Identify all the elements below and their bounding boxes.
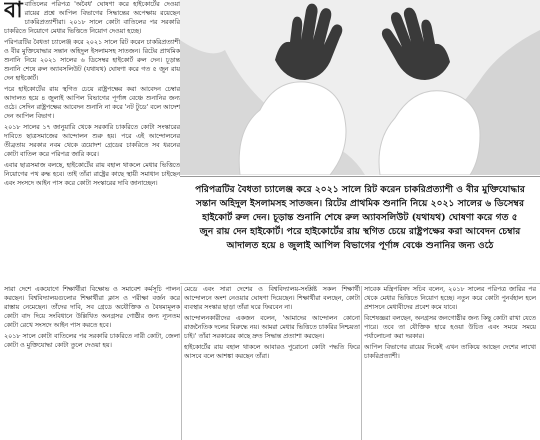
article-paragraph: ২০১৮ সালের ১৭ জানুয়ারি থেকে সরকারি চাকরিতে কোটা সংস্কারের দাবিতে ছাত্রসমাজের আন্দোলন শুরু হয়। পরে এই আন্দোলনের তীব্রতায় সরকার নবম থেকে ত্রয়োদশ গ্রেডের চাকরিতে সব ধরনের কোটা বাতিল করে পরিপত্র জারি করে। bbox=[4, 124, 180, 158]
article-column-right bbox=[364, 285, 536, 440]
caption-text: পরিপত্রটির বৈধতা চ্যালেঞ্জ করে ২০২১ সালে রিট করেন চাকরিপ্রত্যাশী ও বীর মুক্তিযোদ্ধার সন্তান অহিদুল ইসলামসহ সাতজন। রিটের প্রাথমিক শুনানি নিয়ে ২০২১ সালের ৬ ডিসেম্বর হাইকোর্ট রুল দেন। চূড়ান্ত শুনানি শেষে রুল অ্যাবসলিউট (যথাযথ) ঘোষণা করে গত ৫ জুন রায় দেন হাইকোর্ট। পরে হাইকোর্টের রায় স্থগিত চেয়ে রাষ্ট্রপক্ষের করা আবেদন চেম্বার আদালত হয়ে ৪ জুলাই আপিল বিভাগের পূর্ণাঙ্গ বেঞ্চে শুনানির জন্য ওঠে bbox=[195, 184, 525, 251]
protest-illustration bbox=[180, 0, 540, 175]
article-paragraph: ২০১৮ সালে কোটা বাতিলের পর সরকারি চাকরিতে নারী কোটা, জেলা কোটা ও মুক্তিযোদ্ধা কোটা তুলে দেওয়া হয়। bbox=[4, 333, 180, 349]
article-paragraph: হাইকোর্টের রায় বহাল থাকলে আবারও পুরোনো কোটা পদ্ধতি ফিরে আসবে বলে আশঙ্কা করছেন তাঁরা। bbox=[184, 344, 360, 360]
article-paragraph: আপিল বিভাগের রায়ের দিকেই এখন তাকিয়ে আছেন দেশের লাখো চাকরিপ্রত্যাশী। bbox=[364, 344, 536, 360]
article-paragraph: এবার ছাত্রসমাজ বলছে, হাইকোর্টের রায় বহাল থাকলে মেধার ভিত্তিতে নিয়োগের পথ রুদ্ধ হবে। তাই তাঁরা রাষ্ট্রের কাছে স্থায়ী সমাধান চাইছেন এবং সংসদে আইন পাস করে কোটা সংস্কারের দাবি জানাচ্ছেন। bbox=[4, 162, 180, 187]
article-paragraph: সাবেক মন্ত্রিপরিষদ সচিব বলেন, ২০১৮ সালের পরিপত্র জারির পর থেকে মেধার ভিত্তিতে নিয়োগ হচ্ছে। নতুন করে কোটা পুনর্বহাল হলে প্রশাসনে মেধাবীদের প্রবেশ কমে যাবে। bbox=[364, 286, 536, 311]
article-paragraph: আন্দোলনকারীদের একজন বলেন, 'আমাদের আন্দোলন কোনো রাজনৈতিক দলের বিরুদ্ধে নয়। আমরা মেধার ভিত্তিতে চাকরির নিশ্চয়তা চাই।' তাঁরা সরকারের কাছে দ্রুত সিদ্ধান্ত প্রত্যাশা করছেন। bbox=[184, 315, 360, 340]
article-paragraph: মেডে এবং সারা দেশের ও বিশ্ববিদ্যালয়-সংশ্লিষ্ট সকল শিক্ষার্থী আন্দোলনে অংশ নেওয়ার ঘোষণা দিয়েছেন। শিক্ষার্থীরা বলছেন, কোটা ব্যবস্থার সংস্কার ছাড়া তাঁরা ঘরে ফিরবেন না। bbox=[184, 286, 360, 311]
divider bbox=[180, 283, 540, 284]
article-column-left-bottom bbox=[4, 285, 180, 440]
article-column-middle bbox=[184, 285, 360, 440]
article-paragraph: বাতিলের পরিপত্র 'অবৈধ' ঘোষণা করে হাইকোর্টের দেওয়া রায়ের প্রশ্নে আপিল বিভাগের সিদ্ধান্তের অপেক্ষায় রয়েছেন চাকরিপ্রত্যাশীরা। ২০১৮ সালে কোটা বাতিলের পর সরকারি চাকরিতে নিয়োগে মেধার ভিত্তিতে নিয়োগ দেওয়া হচ্ছে। bbox=[4, 1, 180, 35]
article-paragraph: সারা দেশে একযোগে শিক্ষার্থীরা বিক্ষোভ ও সমাবেশ কর্মসূচি পালন করছেন। বিশ্ববিদ্যালয়গুলোর শিক্ষার্থীরা ক্লাস ও পরীক্ষা বর্জন করে রাস্তায় নেমেছেন। তাঁদের দাবি, সব গ্রেডে অযৌক্তিক ও বৈষম্যমূলক কোটা বাদ দিয়ে সংবিধানে উল্লিখিত অনগ্রসর গোষ্ঠীর জন্য ন্যূনতম কোটা রেখে সংসদে আইন পাস করতে হবে। bbox=[4, 286, 180, 329]
illustration-svg bbox=[180, 0, 540, 175]
column-divider bbox=[361, 286, 362, 440]
article-paragraph: পরে হাইকোর্টের রায় স্থগিত চেয়ে রাষ্ট্রপক্ষের করা আবেদন চেম্বার আদালত হয়ে ৪ জুলাই আপিল বিভাগের পূর্ণাঙ্গ বেঞ্চে শুনানির জন্য ওঠে। সেদিন রাষ্ট্রপক্ষের আবেদন শুনানি না করে 'নট টুডে' বলে আদেশ দেন আপিল বিভাগ। bbox=[4, 86, 180, 120]
article-column-left-top bbox=[4, 0, 180, 285]
article-paragraph: পরিপত্রটির বৈধতা চ্যালেঞ্জ করে ২০২১ সালে রিট করেন চাকরিপ্রত্যাশী ও বীর মুক্তিযোদ্ধার সন্তান অহিদুল ইসলামসহ সাতজন। রিটের প্রাথমিক শুনানি নিয়ে ২০২১ সালের ৬ ডিসেম্বর হাইকোর্ট রুল দেন। চূড়ান্ত শুনানি শেষে রুল অ্যাবসলিউট (যথাযথ) ঘোষণা করে গত ৫ জুন রায় দেন হাইকোর্ট। bbox=[4, 39, 180, 82]
article-paragraph: বিশেষজ্ঞরা বলছেন, অনগ্রসর জনগোষ্ঠীর জন্য কিছু কোটা রাখা যেতে পারে। তবে তা যৌক্তিক হারে হওয়া উচিত এবং সময়ে সময়ে পর্যালোচনা করা দরকার। bbox=[364, 315, 536, 340]
image-caption bbox=[180, 176, 540, 282]
column-divider bbox=[181, 286, 182, 440]
drop-cap: বা bbox=[4, 0, 23, 23]
